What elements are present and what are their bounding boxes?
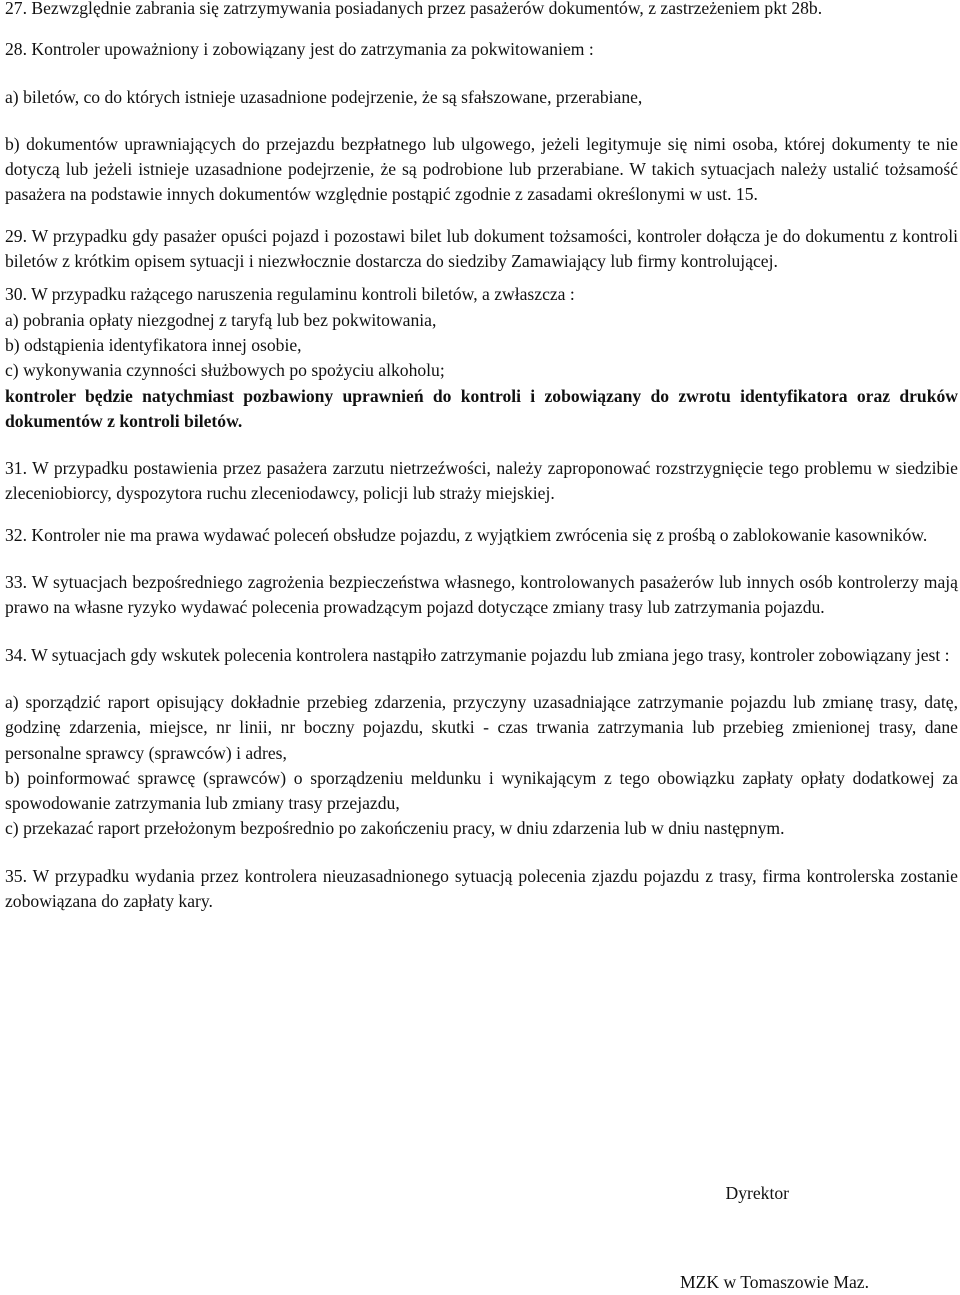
- paragraph-30-consequence: kontroler będzie natychmiast pozbawiony uprawnień do kontroli i zobowiązany do zwrotu identyfikatora oraz druków dokumentów z kontroli biletów.: [5, 385, 958, 431]
- signature-organization: MZK w Tomaszowie Maz.: [679, 1272, 869, 1292]
- paragraph-34-heading: 34. W sytuacjach gdy wskutek polecenia kontrolera nastąpiło zatrzymanie pojazdu lub zmiana jego trasy, kontroler zobowiązany jest :: [5, 644, 950, 665]
- paragraph-30-c: c) wykonywania czynności służbowych po spożyciu alkoholu;: [5, 360, 445, 381]
- paragraph-28-b: b) dokumentów uprawniających do przejazdu bezpłatnego lub ulgowego, jeżeli legitymuje się nimi osoba, której dokumenty te nie dotyczą lub jeżeli istnieje uzasadnione podejrzenie, że są podrobione lub przerabiane. W takich sytuacjach należy ustalić tożsamość pasażera na podstawie innych dokumentów względnie postąpić zgodnie z zasadami określonymi w ust. 15.: [5, 133, 958, 205]
- paragraph-30-a: a) pobrania opłaty niezgodnej z taryfą lub bez pokwitowania,: [5, 309, 437, 330]
- paragraph-31: 31. W przypadku postawienia przez pasażera zarzutu nietrzeźwości, należy zaproponować rozstrzygnięcie tego problemu w siedzibie zleceniobiorcy, dyspozytora ruchu zleceniodawcy, policji lub straży miejskiej.: [5, 458, 958, 504]
- paragraph-33: 33. W sytuacjach bezpośredniego zagrożenia bezpieczeństwa własnego, kontrolowanych pasażerów lub innych osób kontrolerzy mają prawo na własne ryzyko wydawać polecenia prowadzącym pojazd dotyczące zmiany trasy lub zatrzymania pojazdu.: [5, 572, 958, 618]
- paragraph-30-heading: 30. W przypadku rażącego naruszenia regulaminu kontroli biletów, a zwłaszcza :: [5, 284, 575, 305]
- paragraph-29: 29. W przypadku gdy pasażer opuści pojazd i pozostawi bilet lub dokument tożsamości, kontroler dołącza je do dokumentu z kontroli biletów z krótkim opisem sytuacji i niezwłocznie dostarcza do siedziby Zamawiający lub firmy kontrolującej.: [5, 225, 958, 272]
- paragraph-35: 35. W przypadku wydania przez kontrolera nieuzasadnionego sytuacją polecenia zjazdu pojazdu z trasy, firma kontrolerska zostanie zobowiązana do zapłaty kary.: [5, 865, 958, 912]
- signature-title: Dyrektor: [725, 1183, 789, 1203]
- paragraph-34-c: c) przekazać raport przełożonym bezpośrednio po zakończeniu pracy, w dniu zdarzenia lub w dniu następnym.: [5, 818, 785, 839]
- document-body: [5, 0, 958, 914]
- paragraph-28-a: a) biletów, co do których istnieje uzasadnione podejrzenie, że są sfałszowane, przerabiane,: [5, 86, 643, 107]
- paragraph-34-b: b) poinformować sprawcę (sprawców) o sporządzeniu meldunku i wynikającym z tego obowiązku zapłaty opłaty dodatkowej za spowodowanie zatrzymania lub zmiany trasy przejazdu,: [5, 767, 958, 814]
- paragraph-34-a: a) sporządzić raport opisujący dokładnie przebieg zdarzenia, przyczyny uzasadniające zatrzymanie pojazdu lub zmianę trasy, datę, godzinę zdarzenia, miejsce, nr linii, nr boczny pojazdu, skutki - czas trwania zatrzymania lub przebieg zmienionej trasy, dane personalne sprawcy (sprawców) i adres,: [5, 691, 958, 763]
- paragraph-28-heading: 28. Kontroler upoważniony i zobowiązany jest do zatrzymania za pokwitowaniem :: [5, 39, 594, 60]
- paragraph-27: 27. Bezwzględnie zabrania się zatrzymywania posiadanych przez pasażerów dokumentów, z zastrzeżeniem pkt 28b.: [5, 0, 823, 18]
- paragraph-30-b: b) odstąpienia identyfikatora innej osobie,: [5, 334, 302, 355]
- paragraph-32: 32. Kontroler nie ma prawa wydawać poleceń obsłudze pojazdu, z wyjątkiem zwrócenia się z prośbą o zablokowanie kasowników.: [5, 524, 928, 545]
